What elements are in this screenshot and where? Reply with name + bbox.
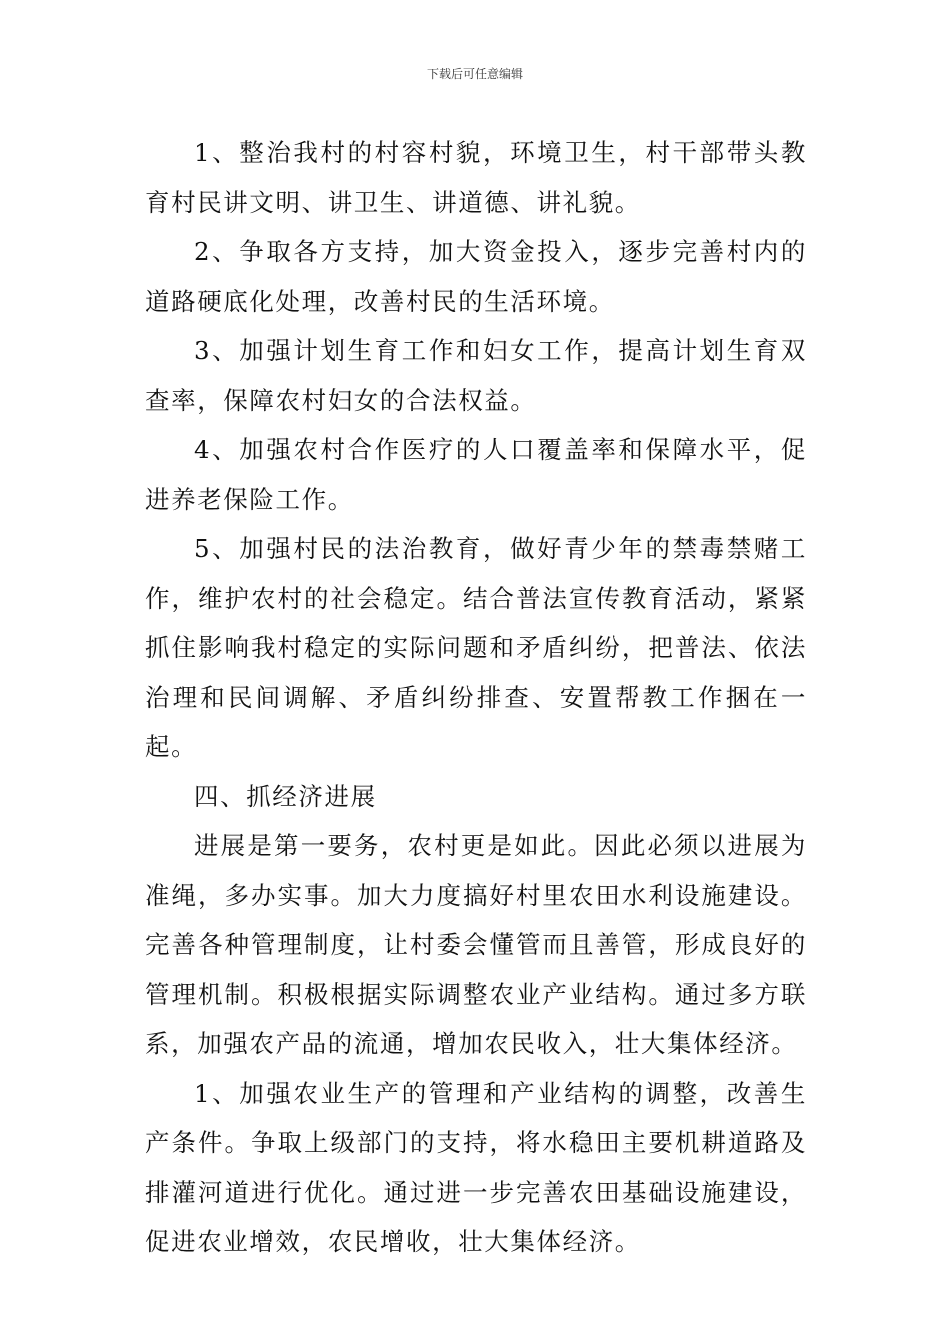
paragraph-item-5: 5、加强村民的法治教育，做好青少年的禁毒禁赌工作，维护农村的社会稳定。结合普法宣传教育活动，紧紧抓住影响我村稳定的实际问题和矛盾纠纷，把普法、依法治理和民间调解、矛盾纠纷排查、安置帮教工作捆在一起。 [145,534,807,761]
paragraph-item-4: 4、加强农村合作医疗的人口覆盖率和保障水平，促进养老保险工作。 [145,435,807,514]
section-intro-paragraph: 进展是第一要务，农村更是如此。因此必须以进展为准绳，多办实事。加大力度搞好村里农田水利设施建设。完善各种管理制度，让村委会懂管而且善管，形成良好的管理机制。积极根据实际调整农业产业结构。通过多方联系，加强农产品的流通，增加农民收入，壮大集体经济。 [145,831,807,1058]
paragraph-item-3: 3、加强计划生育工作和妇女工作，提高计划生育双查率，保障农村妇女的合法权益。 [145,336,807,415]
paragraph-item-1: 1、整治我村的村容村貌，环境卫生，村干部带头教育村民讲文明、讲卫生、讲道德、讲礼貌。 [145,138,807,217]
page-header: 下载后可任意编辑 [426,67,523,81]
document-body [145,128,807,1267]
paragraph-item-2: 2、争取各方支持，加大资金投入，逐步完善村内的道路硬底化处理，改善村民的生活环境。 [145,237,807,316]
paragraph-item-6: 1、加强农业生产的管理和产业结构的调整，改善生产条件。争取上级部门的支持，将水稳田主要机耕道路及排灌河道进行优化。通过进一步完善农田基础设施建设，促进农业增效，农民增收，壮大集体经济。 [145,1078,807,1256]
section-heading: 四、抓经济进展 [194,781,377,811]
